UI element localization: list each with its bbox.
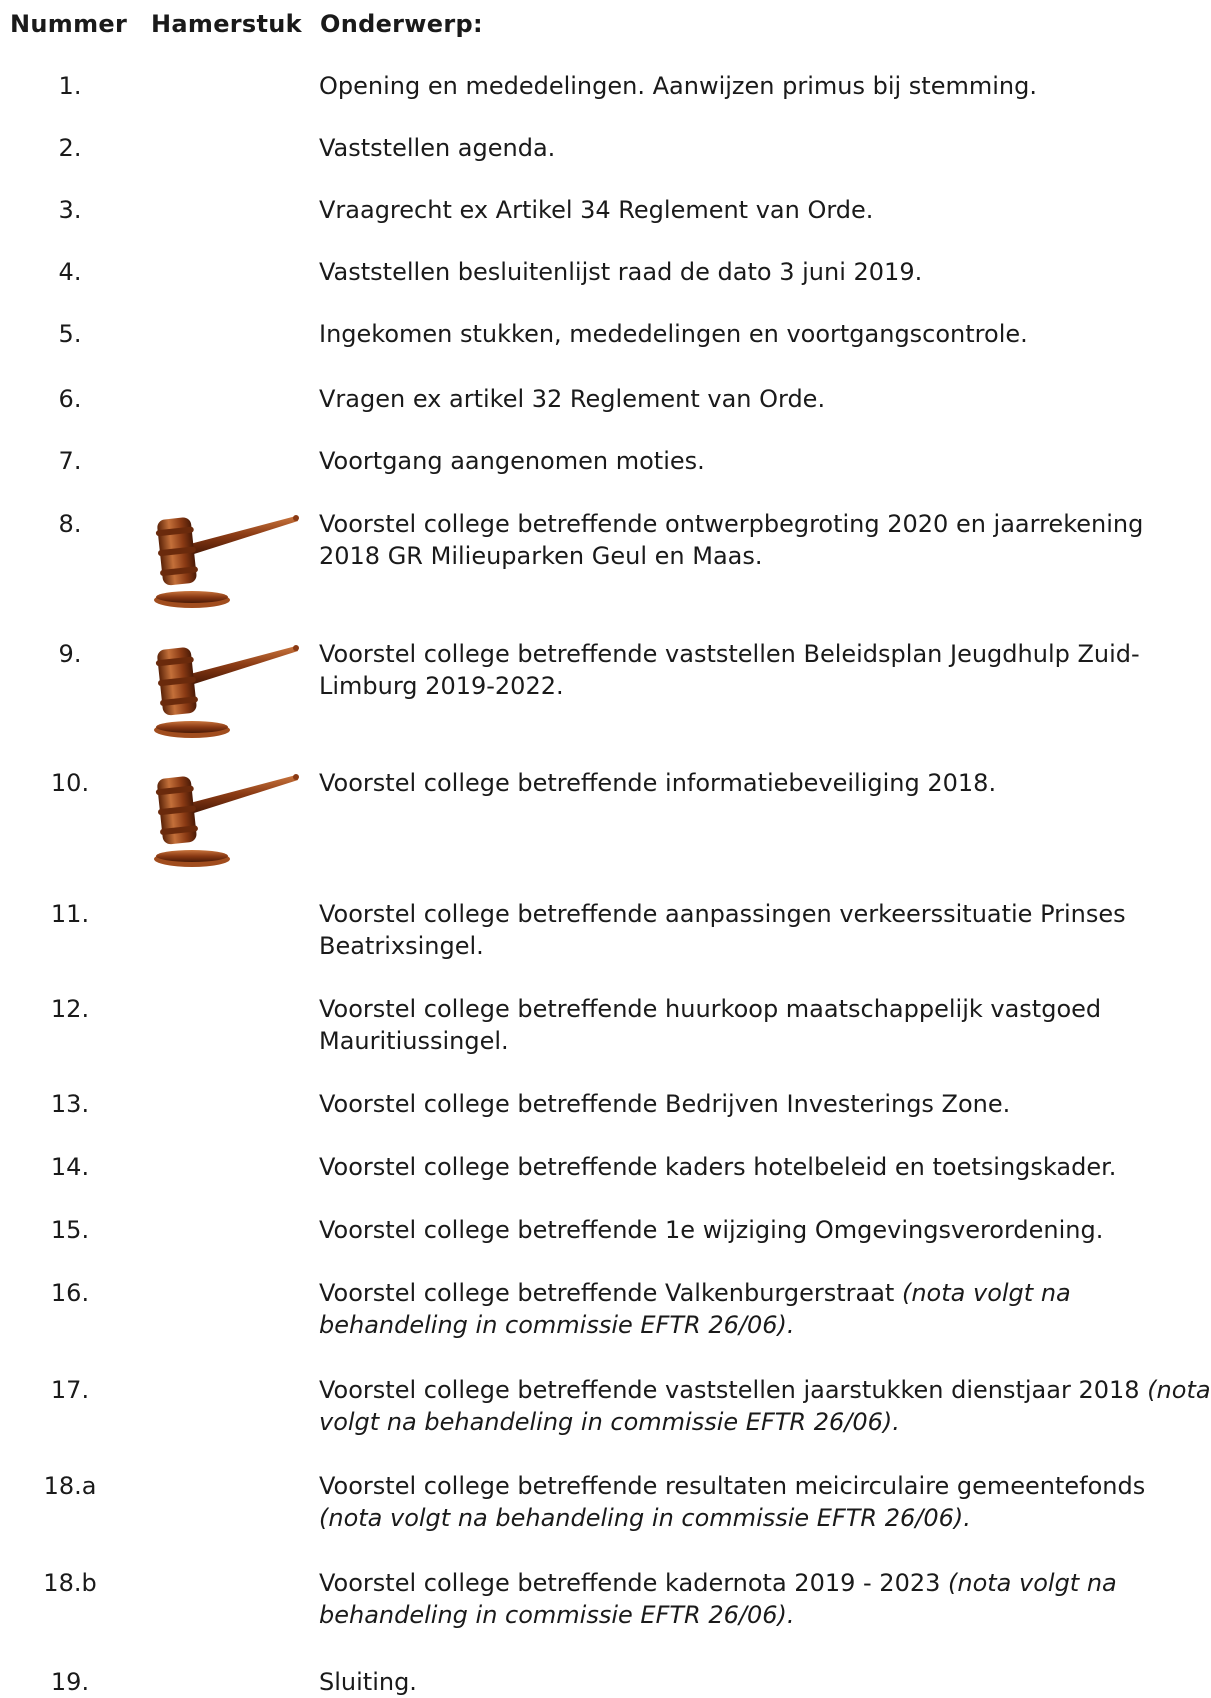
item-subject-text: Voorstel college betreffende 1e wijziging Omgevingsverordening. — [319, 1216, 1104, 1244]
item-number: 8. — [58, 510, 82, 538]
item-subject-text: Voorstel college betreffende ontwerpbegroting 2020 en jaarrekening 2018 GR Milieuparken Geul en Maas. — [319, 510, 1144, 570]
item-subject-text: Voorstel college betreffende informatiebeveiliging 2018. — [319, 769, 997, 797]
item-subject — [319, 1374, 1211, 1438]
item-subject-text: Voorstel college betreffende vaststellen jaarstukken dienstjaar 2018 — [319, 1376, 1140, 1404]
item-number: 14. — [50, 1153, 90, 1181]
item-note: (nota volgt na behandeling in commissie EFTR 26/06). — [319, 1569, 1117, 1629]
item-subject-text: Vaststellen agenda. — [319, 134, 556, 162]
item-subject-text: Opening en mededelingen. Aanwijzen primus bij stemming. — [319, 72, 1037, 100]
column-header-onderwerp: Onderwerp: — [320, 10, 483, 38]
gavel-icon — [150, 771, 300, 871]
item-subject-text: Voorstel college betreffende Bedrijven Investerings Zone. — [319, 1090, 1011, 1118]
item-subject-text: Ingekomen stukken, mededelingen en voortgangscontrole. — [319, 320, 1028, 348]
item-subject-text: Voorstel college betreffende Valkenburgerstraat — [319, 1279, 895, 1307]
item-note: (nota volgt na behandeling in commissie EFTR 26/06). — [319, 1279, 1071, 1339]
item-number: 10. — [50, 769, 90, 797]
item-subject-text: Voorstel college betreffende vaststellen Beleidsplan Jeugdhulp Zuid-Limburg 2019-2022. — [319, 640, 1140, 700]
item-subject — [319, 1151, 1211, 1183]
item-number: 13. — [50, 1090, 90, 1118]
item-number: 3. — [58, 196, 82, 224]
item-number: 11. — [50, 900, 90, 928]
item-subject — [319, 993, 1211, 1057]
item-number: 7. — [58, 447, 82, 475]
column-header-hamerstuk: Hamerstuk — [151, 10, 302, 38]
item-subject-text: Vaststellen besluitenlijst raad de dato 3 juni 2019. — [319, 258, 923, 286]
item-subject — [319, 1470, 1211, 1534]
item-subject-text: Vragen ex artikel 32 Reglement van Orde. — [319, 385, 826, 413]
column-header-nummer: Nummer — [10, 10, 128, 38]
item-subject — [319, 1567, 1211, 1631]
item-subject — [319, 898, 1211, 962]
item-number: 9. — [58, 640, 82, 668]
item-subject-text: Sluiting. — [319, 1668, 417, 1696]
item-note: (nota volgt na behandeling in commissie EFTR 26/06). — [319, 1504, 971, 1532]
item-note: (nota volgt na behandeling in commissie EFTR 26/06). — [319, 1376, 1211, 1436]
item-subject — [319, 508, 1211, 572]
item-subject — [319, 445, 1211, 477]
item-subject-text: Voorstel college betreffende resultaten meicirculaire gemeentefonds — [319, 1472, 1146, 1500]
item-subject — [319, 1277, 1211, 1341]
item-subject — [319, 256, 1211, 288]
item-number: 6. — [58, 385, 82, 413]
item-subject-text: Voorstel college betreffende huurkoop maatschappelijk vastgoed Mauritiussingel. — [319, 995, 1102, 1055]
item-subject — [319, 767, 1211, 799]
item-subject — [319, 194, 1211, 226]
item-number: 2. — [58, 134, 82, 162]
item-number: 5. — [58, 320, 82, 348]
item-number: 1. — [58, 72, 82, 100]
item-subject — [319, 70, 1211, 102]
item-subject-text: Voorstel college betreffende kadernota 2019 - 2023 — [319, 1569, 941, 1597]
item-number: 12. — [50, 995, 90, 1023]
gavel-icon — [150, 642, 300, 742]
item-subject — [319, 1666, 1211, 1698]
item-subject — [319, 318, 1211, 350]
item-number: 16. — [50, 1279, 90, 1307]
item-number: 15. — [50, 1216, 90, 1244]
item-number: 18.b — [43, 1569, 97, 1597]
item-subject-text: Voorstel college betreffende kaders hotelbeleid en toetsingskader. — [319, 1153, 1117, 1181]
item-number: 18.a — [43, 1472, 97, 1500]
item-subject-text: Voortgang aangenomen moties. — [319, 447, 705, 475]
item-subject — [319, 1214, 1211, 1246]
item-subject — [319, 132, 1211, 164]
item-number: 4. — [58, 258, 82, 286]
item-subject — [319, 1088, 1211, 1120]
item-subject — [319, 638, 1211, 702]
item-number: 17. — [50, 1376, 90, 1404]
item-subject-text: Vraagrecht ex Artikel 34 Reglement van Orde. — [319, 196, 874, 224]
gavel-icon — [150, 512, 300, 612]
item-subject — [319, 383, 1211, 415]
item-subject-text: Voorstel college betreffende aanpassingen verkeerssituatie Prinses Beatrixsingel. — [319, 900, 1126, 960]
item-number: 19. — [50, 1668, 90, 1696]
